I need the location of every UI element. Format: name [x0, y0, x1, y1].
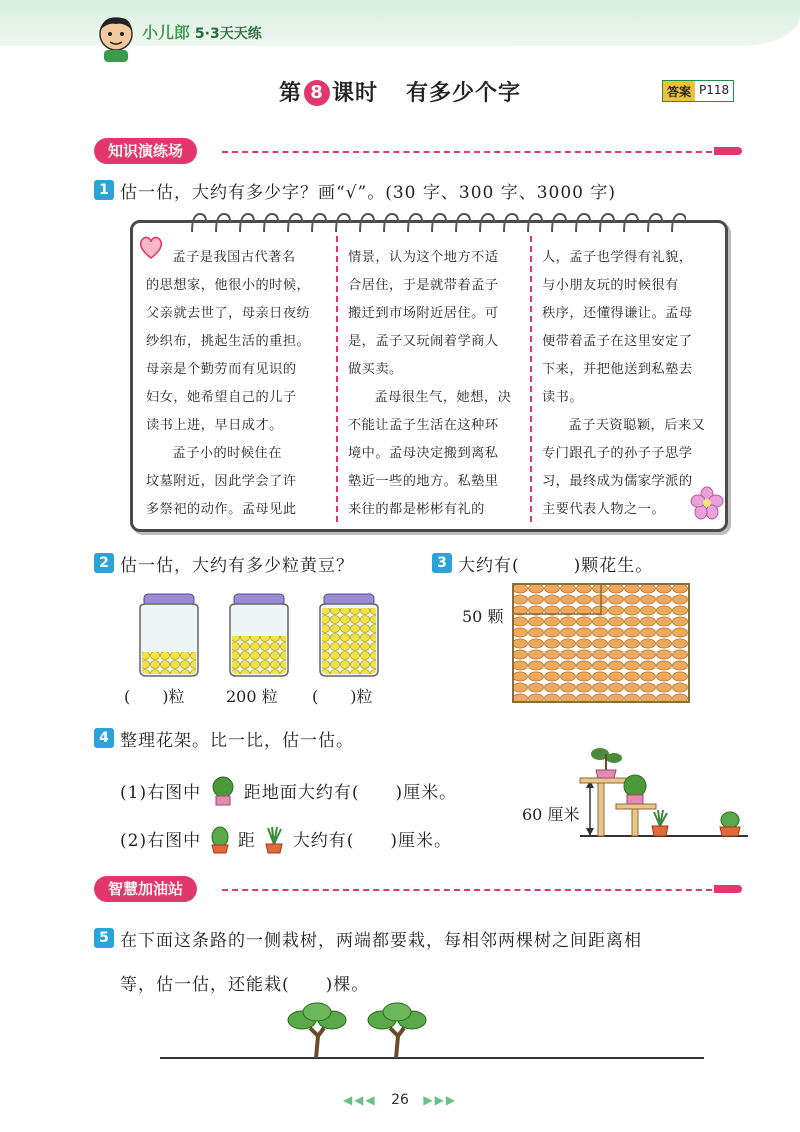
peanut-pile-icon	[512, 583, 690, 703]
passage-line: 纱织布，挑起生活的重担。	[146, 334, 311, 349]
question-number-2: 2	[94, 553, 114, 573]
potted-tree-icon	[208, 776, 238, 806]
page-arrows-left-icon: ◀◀◀	[342, 1093, 377, 1107]
page-number-value: 26	[391, 1092, 409, 1108]
question-3-text: 大约有( )颗花生。	[458, 556, 654, 576]
passage-column-1	[146, 244, 310, 524]
column-divider	[336, 236, 338, 522]
passage-line: 妇女，她希望自己的儿子	[146, 390, 297, 405]
section-divider	[222, 889, 712, 891]
passage-line: 习，最终成为儒家学派的	[542, 474, 693, 489]
page-number	[0, 1092, 800, 1108]
passage-line: 来往的都是彬彬有礼的	[348, 502, 485, 517]
passage-line: 人，孟子也学得有礼貌，	[542, 250, 693, 265]
peanut-sample-label: 50 颗	[462, 607, 504, 626]
part-1-tail: 距地面大约有( )厘米。	[243, 783, 458, 803]
passage-line: 秩序，还懂得谦让。孟母	[542, 306, 693, 321]
passage-line: 下来，并把他送到私塾去	[542, 362, 693, 377]
question-number-5: 5	[94, 928, 114, 948]
question-4-text: 整理花架。比一比，估一估。	[120, 731, 354, 751]
section-banner-bonus: 智慧加油站	[94, 876, 197, 902]
answer-page: P118	[699, 83, 730, 97]
passage-line: 孟子天资聪颖，后来又	[568, 418, 706, 433]
passage-line: 专门跟孔子的孙子子思学	[542, 446, 693, 461]
passage-line: 是，孟子又玩闹着学商人	[348, 334, 499, 349]
passage-line: 便带着孟子在这里安定了	[542, 334, 693, 349]
part-2-lead: (2)右图中	[120, 831, 202, 851]
question-number-3: 3	[432, 553, 452, 573]
passage-line: 的思想家，他很小的时候，	[146, 278, 311, 293]
passage-line: 塾近一些的地方。私塾里	[348, 474, 499, 489]
part-2-mid: 距	[237, 831, 256, 851]
question-4-part-2	[120, 826, 452, 854]
lesson-name: 有多少个字	[406, 81, 522, 106]
notebook-rings-icon	[186, 210, 686, 234]
road-trees-icon	[160, 1000, 720, 1064]
soybean-jars-icon	[130, 588, 400, 680]
lesson-suffix: 课时	[331, 81, 378, 106]
brand	[142, 20, 262, 43]
passage-line: 情景，认为这个地方不适	[348, 250, 499, 265]
passage-line: 合居住，于是就带着孟子	[348, 278, 499, 293]
grass-pot-icon	[262, 826, 286, 854]
passage-line: 父亲就去世了，母亲日夜纺	[146, 306, 311, 321]
flower-shelf-icon	[520, 740, 750, 840]
boy-mascot-icon	[94, 14, 138, 62]
passage-line: 与小朋友玩的时候很有	[542, 278, 679, 293]
question-2-text: 估一估，大约有多少粒黄豆？	[120, 556, 354, 576]
lesson-number: 8	[304, 80, 330, 106]
passage-line: 坟墓附近，因此学会了许	[146, 474, 297, 489]
column-divider	[530, 236, 532, 522]
passage-line: 孟子小的时候住在	[172, 446, 282, 461]
question-1-text: 估一估，大约有多少字？画“√”。(30 字、300 字、3000 字)	[120, 183, 617, 203]
question-number-1: 1	[94, 180, 114, 200]
cactus-pot-icon	[208, 826, 232, 854]
passage-line: 母亲是个勤劳而有见识的	[146, 362, 297, 377]
brand-name: 小儿郎	[142, 23, 191, 42]
passage-line: 做买卖。	[348, 362, 403, 377]
pencil-icon	[714, 885, 742, 893]
section-divider	[222, 151, 712, 153]
passage-line: 读书。	[542, 390, 584, 405]
part-1-lead: (1)右图中	[120, 783, 202, 803]
question-4-part-1	[120, 776, 457, 806]
section-banner-practice: 知识演练场	[94, 138, 197, 164]
page-arrows-right-icon: ▶▶▶	[423, 1093, 458, 1107]
passage-line: 搬迁到市场附近居住。可	[348, 306, 499, 321]
brand-series: 5·3天天练	[194, 26, 262, 42]
passage-line: 孟母很生气，她想，决	[374, 390, 512, 405]
jar-left-answer: ( )粒	[124, 687, 185, 706]
height-label: 60 厘米	[522, 805, 580, 824]
answer-badge	[662, 80, 734, 102]
question-5-line-1: 在下面这条路的一侧栽树，两端都要栽，每相邻两棵树之间距离相	[120, 931, 642, 951]
passage-line: 主要代表人物之一。	[542, 502, 666, 517]
jar-middle-label: 200 粒	[226, 687, 278, 706]
passage-line: 读书上进，早日成才。	[146, 418, 283, 433]
passage-line: 境中。孟母决定搬到离私	[348, 446, 499, 461]
question-5-line-2: 等，估一估，还能栽( )棵。	[120, 975, 370, 995]
passage-column-2	[348, 244, 511, 524]
part-2-tail: 大约有( )厘米。	[292, 831, 452, 851]
lesson-prefix: 第	[278, 81, 302, 106]
passage-line: 多祭祀的动作。孟母见此	[146, 502, 297, 517]
jar-right-answer: ( )粒	[312, 687, 373, 706]
answer-label: 答案	[663, 81, 695, 101]
pencil-icon	[714, 147, 742, 155]
passage-line: 不能让孟子生活在这种环	[348, 418, 499, 433]
passage-column-3	[542, 244, 705, 524]
question-number-4: 4	[94, 728, 114, 748]
passage-line: 孟子是我国古代著名	[172, 250, 296, 265]
